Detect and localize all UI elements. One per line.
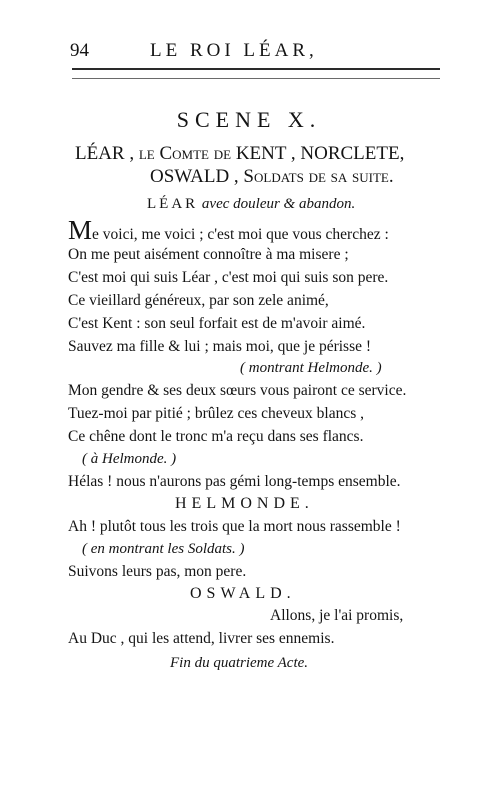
verse-line-1-text: e voici, me voici ; c'est moi que vous cherchez :: [92, 226, 389, 243]
stage-direction-2: ( à Helmonde. ): [82, 451, 177, 467]
verse-line-2: On me peut aisément connoître à ma misere ;: [68, 246, 349, 263]
page-number: 94: [70, 40, 89, 61]
verse-line-6: Sauvez ma fille & lui ; mais moi, que je périsse !: [68, 338, 372, 355]
verse-line-13: Allons, je l'ai promis,: [270, 607, 404, 624]
running-head: [0, 36, 478, 64]
drop-cap: M: [68, 215, 93, 245]
verse-line-8: Tuez-moi par pitié ; brûlez ces cheveux blancs ,: [68, 405, 364, 422]
speaker-helmonde: HELMONDE.: [175, 495, 314, 512]
stage-direction-3: ( en montrant les Soldats. ): [82, 541, 245, 557]
speaker-name-lear: LÉAR: [147, 196, 199, 212]
cast-kent-norclete: KENT , NORCLETE,: [231, 143, 405, 164]
running-title: LE ROI LÉAR,: [150, 40, 318, 61]
scene-heading: SCENE X.: [176, 107, 322, 132]
cast-comte: le Comte de: [138, 143, 232, 164]
verse-line-9: Ce chêne dont le tronc m'a reçu dans ses flancs.: [68, 428, 364, 445]
verse-line-10: Hélas ! nous n'aurons pas gémi long-temps ensemble.: [68, 473, 401, 490]
speaker-oswald: OSWALD.: [190, 585, 296, 602]
cast-oswald: OSWALD ,: [150, 166, 244, 187]
cast-list-line-2: [150, 166, 450, 188]
cast-lear: LÉAR: [75, 143, 125, 164]
header-rule: [72, 68, 440, 70]
cast-list-line-1: [75, 143, 445, 165]
verse-line-7: Mon gendre & ses deux sœurs vous pairont ce service.: [68, 382, 407, 399]
stage-direction-1: ( montrant Helmonde. ): [240, 360, 382, 376]
cast-soldats: Soldats de sa suite.: [243, 166, 394, 187]
verse-line-14: Au Duc , qui les attend, livrer ses ennemis.: [68, 630, 335, 647]
end-of-act: Fin du quatrieme Acte.: [170, 655, 309, 671]
speaker-lear: [147, 196, 478, 213]
verse-line-3: C'est moi qui suis Léar , c'est moi qui suis son pere.: [68, 269, 389, 286]
header-rule-thin: [72, 78, 440, 79]
verse-line-5: C'est Kent : son seul forfait est de m'avoir aimé.: [68, 315, 366, 332]
stage-direction-lear: avec douleur & abandon.: [201, 196, 356, 212]
cast-sep: ,: [124, 143, 139, 164]
verse-line-12: Suivons leurs pas, mon pere.: [68, 563, 247, 580]
verse-line-1: [68, 215, 478, 245]
verse-line-11: Ah ! plutôt tous les trois que la mort nous rassemble !: [68, 518, 401, 535]
verse-line-4: Ce vieillard généreux, par son zele animé,: [68, 292, 329, 309]
